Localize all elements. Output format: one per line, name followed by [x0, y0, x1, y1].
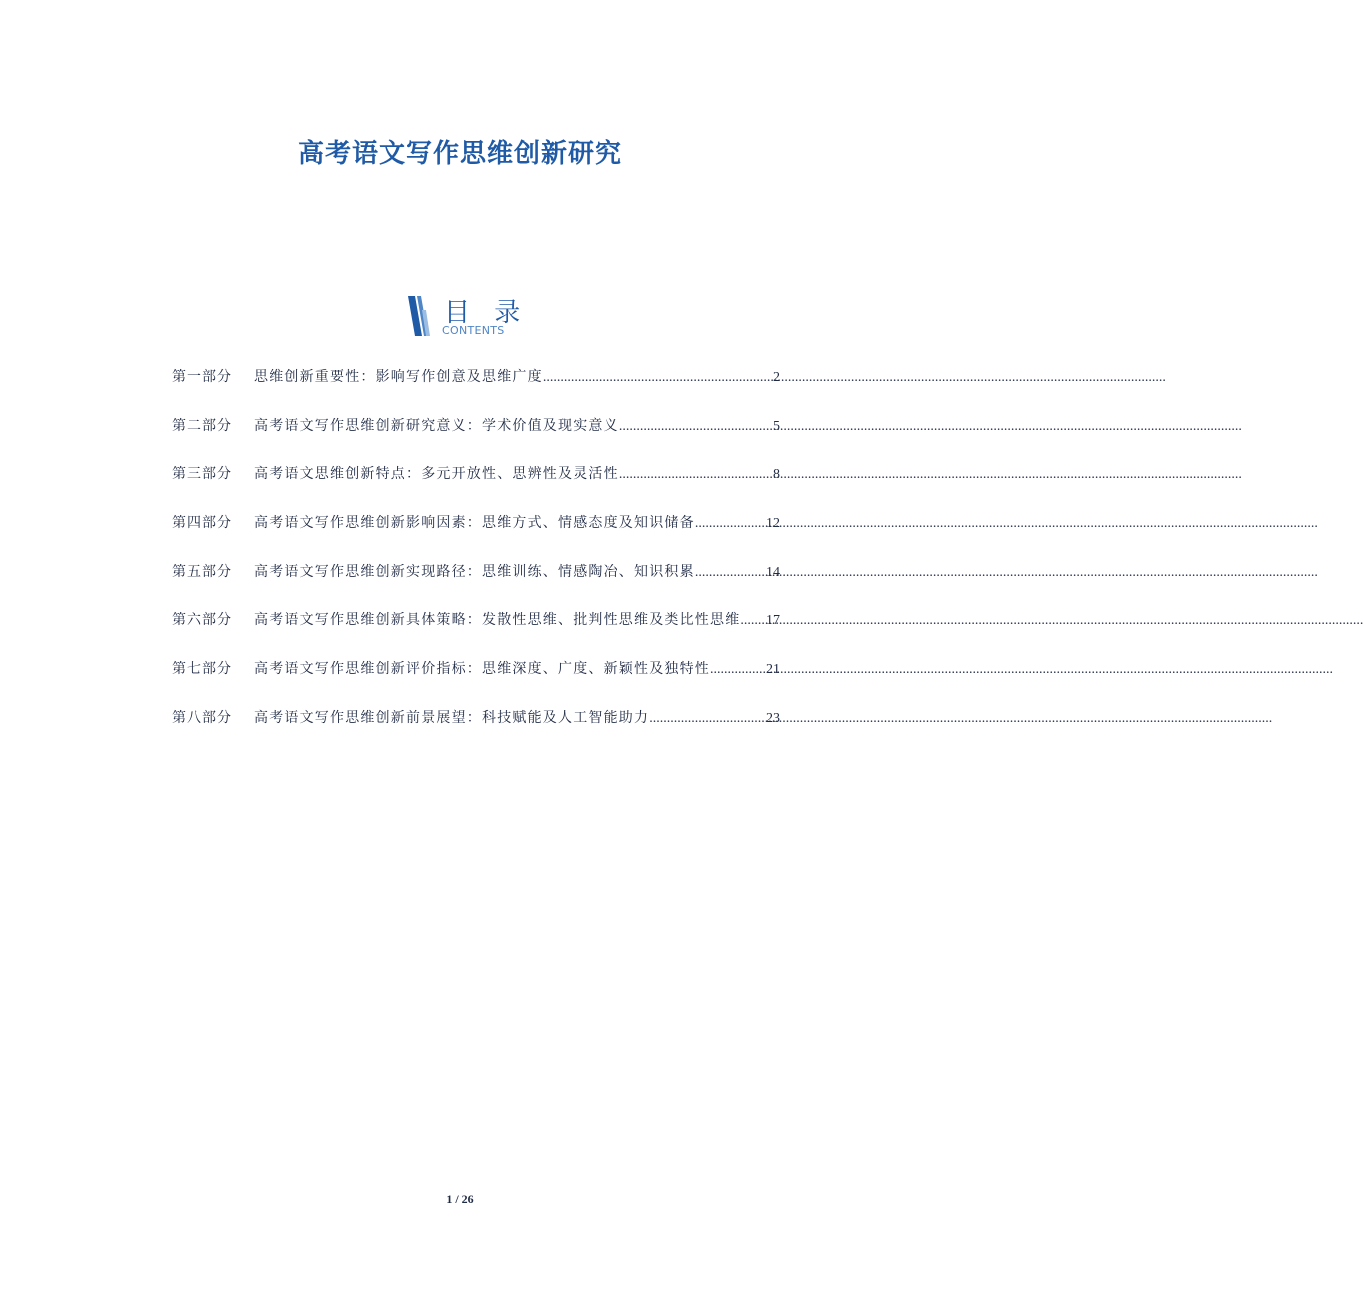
- toc-entry-4[interactable]: [172, 512, 780, 561]
- toc-entry-page: 21: [766, 662, 780, 678]
- toc-entry-title: 高考语文写作思维创新具体策略：发散性思维、批判性思维及类比性思维: [254, 612, 741, 629]
- toc-entry-page: 5: [773, 418, 780, 434]
- toc-entry-2[interactable]: [172, 415, 780, 464]
- toc-entry-page: 12: [766, 516, 780, 532]
- toc-entry-page: 14: [766, 564, 780, 580]
- toc-entry-title: 高考语文写作思维创新评价指标：思维深度、广度、新颖性及独特性: [254, 661, 710, 678]
- toc-entry-page: 8: [773, 467, 780, 483]
- toc-entry-part: 第八部分: [172, 709, 232, 726]
- toc-entry-page: 17: [766, 613, 780, 629]
- toc-entry-1[interactable]: [172, 366, 780, 415]
- toc-entry-part: 第七部分: [172, 661, 232, 678]
- toc-header: [406, 294, 529, 342]
- toc-entry-7[interactable]: [172, 658, 780, 707]
- toc-entry-title: 思维创新重要性：影响写作创意及思维广度: [254, 369, 543, 385]
- toc-entry-title: 高考语文写作思维创新前景展望：科技赋能及人工智能助力: [254, 709, 650, 726]
- toc-entry-page: 2: [773, 370, 780, 385]
- toc-entry-3[interactable]: [172, 463, 780, 512]
- toc-entry-part: 第六部分: [172, 612, 232, 629]
- table-of-contents: [172, 366, 780, 756]
- toc-entry-part: 第五部分: [172, 563, 232, 580]
- toc-entry-part: 第三部分: [172, 466, 232, 483]
- toc-logo-icon: [406, 296, 434, 336]
- toc-entry-part: 第二部分: [172, 417, 232, 434]
- toc-leader-dots: [695, 516, 766, 532]
- toc-leader-dots: [649, 711, 766, 727]
- document-title: 高考语文写作思维创新研究: [297, 139, 622, 170]
- toc-entry-title: 高考语文写作思维创新实现路径：思维训练、情感陶冶、知识积累: [254, 563, 695, 580]
- toc-leader-dots: [740, 613, 766, 629]
- toc-leader-dots: [710, 662, 766, 678]
- toc-entry-page: 23: [766, 710, 780, 726]
- toc-entry-title: 高考语文写作思维创新影响因素：思维方式、情感态度及知识储备: [254, 515, 695, 532]
- toc-entry-5[interactable]: [172, 561, 780, 610]
- toc-entry-6[interactable]: [172, 609, 780, 658]
- toc-heading: 目 录: [444, 298, 529, 328]
- toc-entry-title: 高考语文写作思维创新研究意义：学术价值及现实意义: [254, 417, 619, 434]
- toc-leader-dots: [619, 467, 773, 483]
- toc-entry-part: 第四部分: [172, 515, 232, 532]
- page-number: 1 / 26: [446, 1192, 474, 1206]
- toc-leader-dots: [543, 370, 773, 386]
- toc-entry-8[interactable]: [172, 707, 780, 756]
- toc-subheading: CONTENTS: [442, 324, 505, 337]
- toc-leader-dots: [619, 419, 773, 435]
- toc-leader-dots: [695, 565, 766, 581]
- toc-entry-title: 高考语文思维创新特点：多元开放性、思辨性及灵活性: [254, 466, 619, 483]
- toc-entry-part: 第一部分: [172, 369, 232, 385]
